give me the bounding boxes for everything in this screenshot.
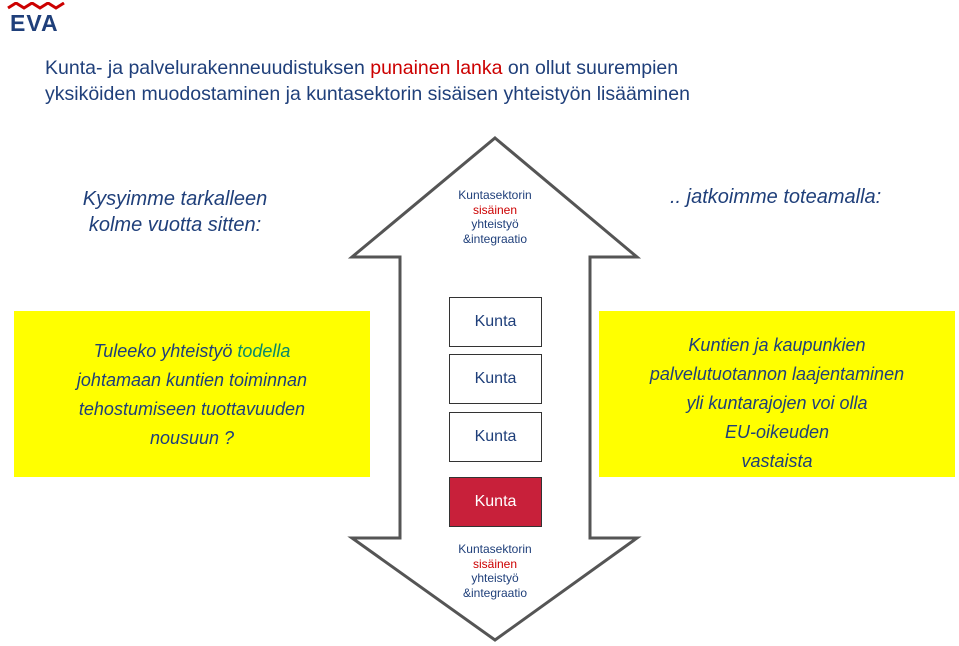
headline-highlight: punainen lanka: [370, 57, 503, 79]
kunta-box-3: Kunta: [449, 412, 542, 462]
kunta-box-2: Kunta: [449, 354, 542, 404]
left-box-line3: tehostumiseen tuottavuuden: [78, 399, 306, 419]
arrow-top-line4: &integraatio: [462, 231, 528, 246]
right-box-line2: palvelutuotannon laajentaminen: [649, 364, 905, 384]
left-box-line2: johtamaan kuntien toiminnan: [76, 370, 308, 390]
headline-part1: Kunta- ja palvelurakenneuudistuksen: [45, 57, 371, 79]
arrow-bottom-line4: &integraatio: [462, 585, 528, 600]
headline-line2: yksiköiden muodostaminen ja kuntasektorin sisäisen yhteistyön lisääminen: [45, 83, 690, 105]
right-box-line4: EU-oikeuden: [724, 422, 830, 442]
arrow-top-line1: Kuntasektorin: [458, 188, 532, 202]
arrow-bottom-line3: yhteistyö: [471, 571, 519, 585]
left-box-line1a: Tuleeko yhteistyö: [93, 341, 238, 361]
question-line2: kolme vuotta sitten:: [88, 214, 262, 236]
arrow-top-label: [440, 188, 550, 246]
left-box-line1b: todella: [237, 341, 291, 361]
arrow-bottom-line1: Kuntasektorin: [458, 542, 532, 556]
arrow-top-line2: sisäinen: [472, 202, 518, 217]
logo-text: EVA: [10, 10, 59, 36]
left-box-line4: nousuun ?: [149, 428, 235, 448]
kunta-box-4-highlighted: Kunta: [449, 477, 542, 527]
continue-text: .. jatkoimme toteamalla:: [670, 186, 882, 208]
kunta-box-1: Kunta: [449, 297, 542, 347]
headline-part2: on ollut suurempien: [502, 57, 679, 79]
arrow-top-line3: yhteistyö: [471, 217, 519, 231]
right-box-line1: Kuntien ja kaupunkien: [688, 335, 866, 355]
right-box-line5: vastaista: [741, 451, 813, 471]
arrow-bottom-line2: sisäinen: [472, 556, 518, 571]
question-line1: Kysyimme tarkalleen: [82, 188, 268, 210]
arrow-bottom-label: [440, 542, 550, 600]
right-box-line3: yli kuntarajojen voi olla: [686, 393, 868, 413]
